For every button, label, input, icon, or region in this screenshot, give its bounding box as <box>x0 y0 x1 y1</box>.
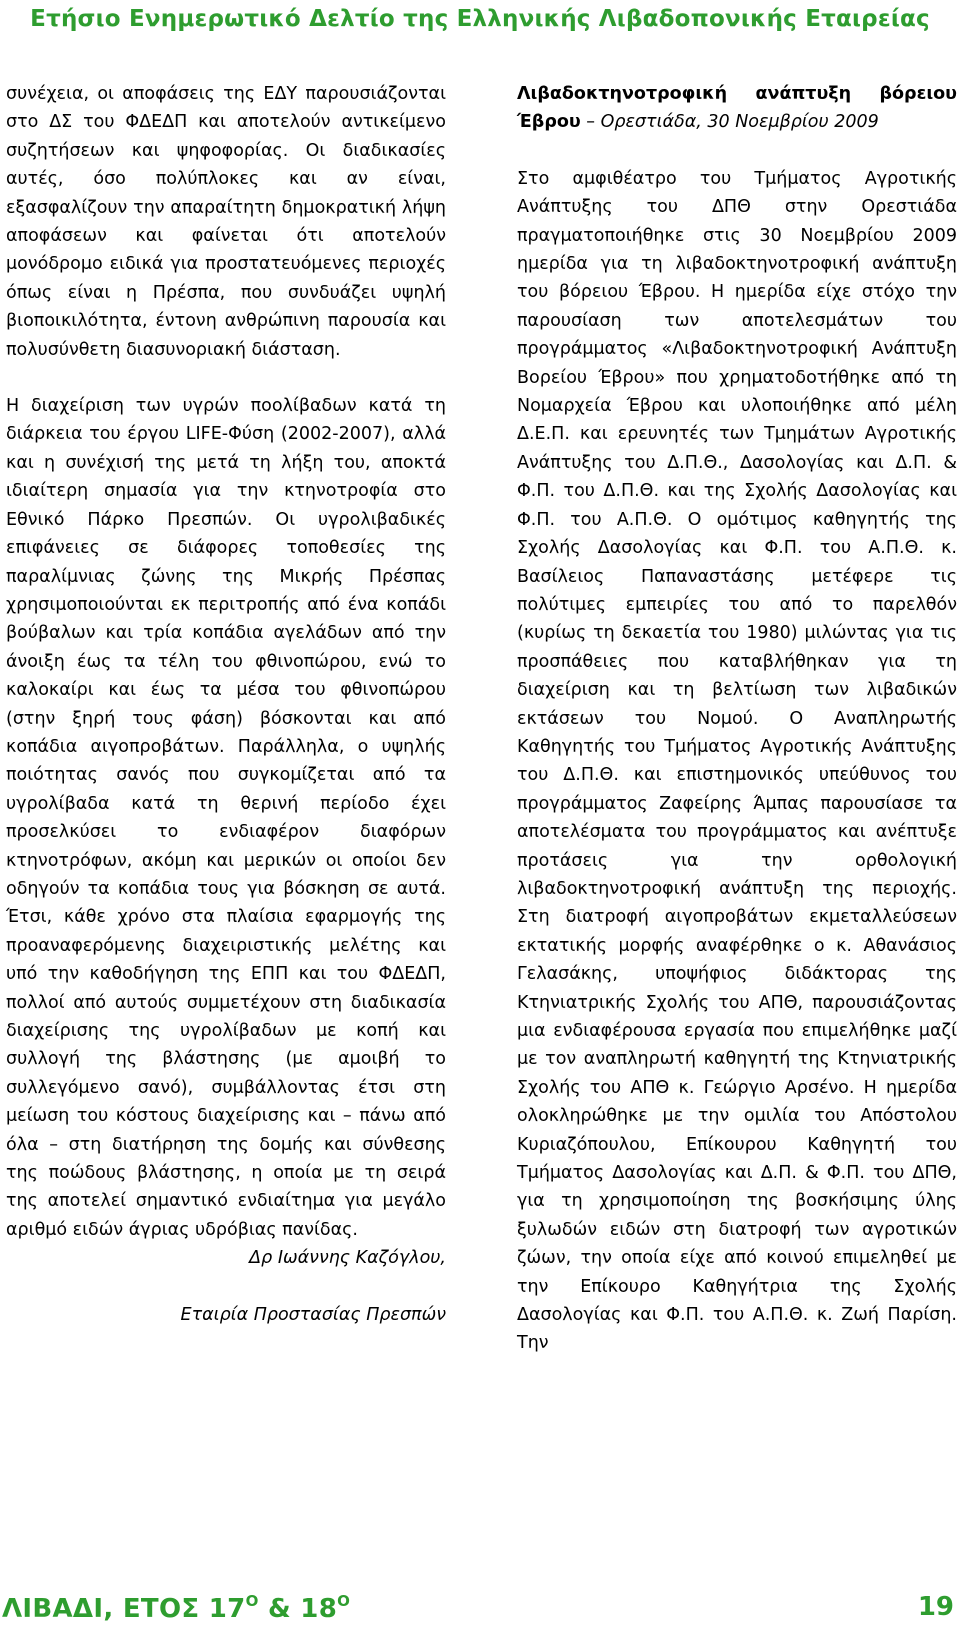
left-paragraph-1: συνέχεια, οι αποφάσεις της ΕΔΥ παρουσιάζονται στο ΔΣ του ΦΔΕΔΠ και αποτελούν αντικείμενο συζητήσεων και ψηφοφορίας. Οι διαδικασίες αυτές, όσο πολύπλοκες και αν είναι, εξασφαλίζουν την απαραίτητη δημοκρατική λήψη αποφάσεων και φαίνεται ότι αποτελούν μονόδρομο ειδικά για προστατευόμενες περιοχές όπως είναι η Πρέσπα, που συνδυάζει υψηλή βιοποικιλότητα, έντονη ανθρώπινη παρουσία και πολυσύνθετη διασυνοριακή διάσταση. <box>6 84 446 360</box>
signature-name: Δρ Ιωάννης Καζόγλου, <box>249 1248 446 1269</box>
page-header-title: Ετήσιο Ενημερωτικό Δελτίο της Ελληνικής Λιβαδοπονικής Εταιρείας <box>30 6 930 32</box>
article-heading-place-date: Ορεστιάδα, 30 Νοεμβρίου 2009 <box>600 112 879 133</box>
page-number: 19 <box>917 1592 954 1622</box>
signature-organization: Εταιρία Προστασίας Πρεσπών <box>180 1304 446 1325</box>
left-column <box>6 80 446 1357</box>
article-heading-title: Λιβαδοκτηνοτροφική ανάπτυξη βόρειου Έβρου <box>517 84 957 133</box>
footer-ampersand-year: & 18 <box>258 1594 338 1624</box>
article-heading <box>517 80 957 137</box>
article-heading-dash: – <box>580 112 601 133</box>
right-column <box>517 80 957 1358</box>
footer-superscript-1: Ο <box>245 1592 259 1610</box>
left-paragraph-2: Η διαχείριση των υγρών ποολίβαδων κατά τη διάρκεια του έργου LIFE-Φύση (2002-2007), αλλά και η συνέχισή της μετά τη λήξη του, αποκτά ιδιαίτερη σημασία για την κτηνοτροφία στο Εθνικό Πάρκο Πρεσπών. Οι υγρολιβαδικές επιφάνειες σε διάφορες τοποθεσίες της παραλίμνιας ζώνης της Μικρής Πρέσπας χρησιμοποιούνται εκ περιτροπής από ένα κοπάδι βούβαλων και τρία κοπάδια αγελάδων από την άνοιξη έως τα τέλη του φθινοπώρου, ενώ το καλοκαίρι και έως τα μέσα του φθινοπώρου (στην ξηρή τους φάση) βόσκονται και από κοπάδια αιγοπροβάτων. Παράλληλα, ο υψηλής ποιότητας σανός που συγκομίζεται από τα υγρολίβαδα κατά τη θερινή περίοδο έχει προσελκύσει το ενδιαφέρον διαφόρων κτηνοτρόφων, ακόμη και μερικών οι οποίοι δεν οδηγούν τα κοπάδια τους για βόσκηση σε αυτά. Έτσι, κάθε χρόνο στα πλαίσια εφαρμογής της προαναφερόμενης διαχειριστικής μελέτης και υπό την καθοδήγηση της ΕΠΠ και του ΦΔΕΔΠ, πολλοί από αυτούς συμμετέχουν στη διαδικασία διαχείρισης της υγρολίβαδων με κοπή και συλλογή της βλάστησης (με αμοιβή το συλλεγόμενο σανό), συμβάλλοντας έτσι στη μείωση του κόστους διαχείρισης και – πάνω από όλα – στη διατήρηση της δομής και σύνθεσης της ποώδους βλάστησης, η οποία με τη σειρά της αποτελεί σημαντικό ενδιαίτημα για μεγάλο αριθμό ειδών άγριας υδρόβιας πανίδας. <box>6 396 446 1240</box>
footer-journal-name: ΛΙΒΑΔΙ, ΕΤΟΣ 17 <box>2 1594 246 1624</box>
footer-journal-issue <box>2 1592 350 1624</box>
footer-superscript-2: Ο <box>337 1592 351 1610</box>
right-paragraph-1: Στο αμφιθέατρο του Τμήματος Αγροτικής Ανάπτυξης του ΔΠΘ στην Ορεστιάδα πραγματοποιήθηκε στις 30 Νοεμβρίου 2009 ημερίδα για τη λιβαδοκτηνοτροφική ανάπτυξη του βόρειου Έβρου. Η ημερίδα είχε στόχο την παρουσίαση των αποτελεσμάτων του προγράμματος «Λιβαδοκτηνοτροφική Ανάπτυξη Βορείου Έβρου» που χρηματοδοτήθηκε από τη Νομαρχεία Έβρου και υλοποιήθηκε από μέλη Δ.Ε.Π. και ερευνητές των Τμημάτων Αγροτικής Ανάπτυξης του Δ.Π.Θ., Δασολογίας και Δ.Π. & Φ.Π. του Δ.Π.Θ. και της Σχολής Δασολογίας και Φ.Π. του Α.Π.Θ. Ο ομότιμος καθηγητής της Σχολής Δασολογίας και Φ.Π. του Α.Π.Θ. κ. Βασίλειος Παπαναστάσης μετέφερε τις πολύτιμες εμπειρίες του από το παρελθόν (κυρίως τη δεκαετία του 1980) μιλώντας για τις προσπάθειες που καταβλήθηκαν για τη διαχείριση και τη βελτίωση των λιβαδικών εκτάσεων του Νομού. Ο Αναπληρωτής Καθηγητής του Τμήματος Αγροτικής Ανάπτυξης του Δ.Π.Θ. και επιστημονικός υπεύθυνος του προγράμματος Ζαφείρης Άμπας παρουσίασε τα αποτελέσματα του προγράμματος και ανέπτυξε προτάσεις για την ορθολογική λιβαδοκτηνοτροφική ανάπτυξη της περιοχής. Στη διατροφή αιγοπροβάτων εκμεταλλεύσεων εκτατικής μορφής αναφέρθηκε ο κ. Αθανάσιος Γελασάκης, υποψήφιος διδάκτορας της Κτηνιατρικής Σχολής του ΑΠΘ, παρουσιάζοντας μια ενδιαφέρουσα εργασία που επιμελήθηκε μαζί με τον αναπληρωτή καθηγητή της Κτηνιατρικής Σχολής του ΑΠΘ κ. Γεώργιο Αρσένο. Η ημερίδα ολοκληρώθηκε με την ομιλία του Απόστολου Κυριαζόπουλου, Επίκουρου Καθηγητή του Τμήματος Δασολογίας και Δ.Π. & Φ.Π. του ΔΠΘ, για τη χρησιμοποίηση της βοσκήσιμης ύλης ξυλωδών ειδών στη διατροφή των αγροτικών ζώων, την οποία είχε από κοινού επιμεληθεί με την Επίκουρο Καθηγήτρια της Σχολής Δασολογίας και Φ.Π. του Α.Π.Θ. κ. Ζωή Παρίση. Την <box>517 168 957 1354</box>
